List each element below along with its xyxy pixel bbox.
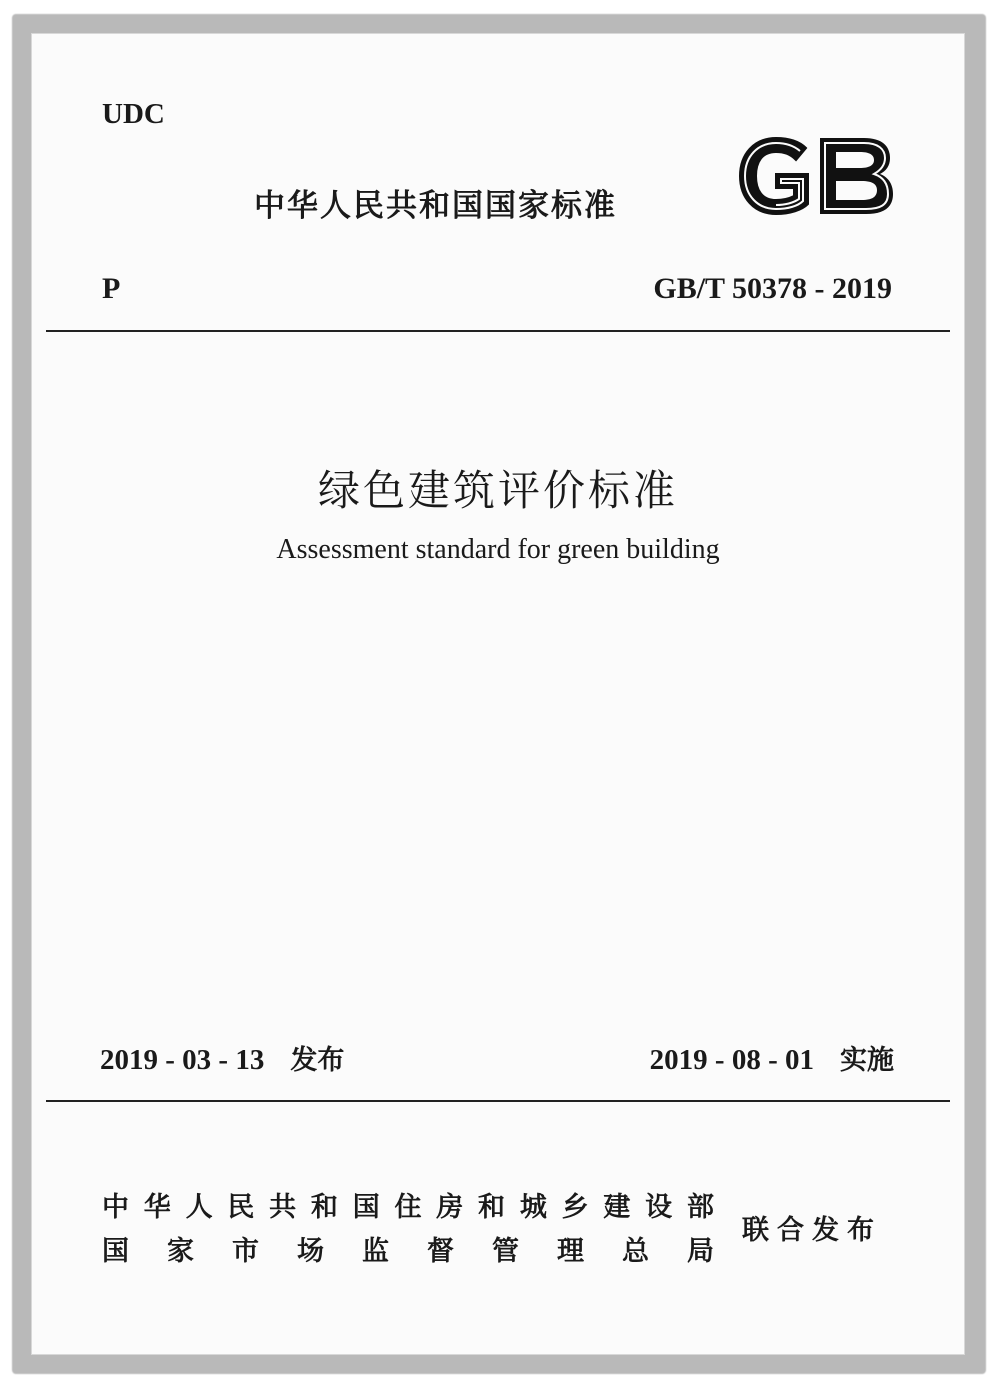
category-code: P	[102, 272, 121, 305]
udc-label: UDC	[102, 98, 165, 130]
title-chinese: 绿色建筑评价标准	[317, 466, 678, 515]
implement-label: 实施	[840, 1045, 894, 1076]
implement-date: 2019 - 08 - 01	[649, 1044, 814, 1076]
joint-issue-label: 联合发布	[742, 1215, 882, 1246]
implement-date-row	[650, 1038, 894, 1077]
issuer-market-administration: 国 家 市 场 监 督 管 理 总 局	[102, 1236, 714, 1267]
standard-cover-page	[32, 34, 964, 1354]
issuer-ministry: 中 华 人 民 共 和 国 住 房 和 城 乡 建 设 部	[102, 1192, 714, 1223]
publish-label: 发布	[290, 1045, 345, 1076]
publish-date-row	[100, 1038, 344, 1077]
top-divider	[46, 330, 950, 332]
gb-logo-icon	[736, 134, 896, 218]
standard-code: GB/T 50378 - 2019	[653, 272, 892, 305]
bottom-divider	[46, 1100, 950, 1102]
gb-logo-text: GB	[815, 182, 817, 183]
publish-date: 2019 - 03 - 13	[100, 1044, 265, 1076]
national-standard-title: 中华人民共和国国家标准	[254, 188, 617, 224]
issuing-authorities	[102, 1186, 714, 1274]
title-english: Assessment standard for green building	[276, 534, 720, 565]
